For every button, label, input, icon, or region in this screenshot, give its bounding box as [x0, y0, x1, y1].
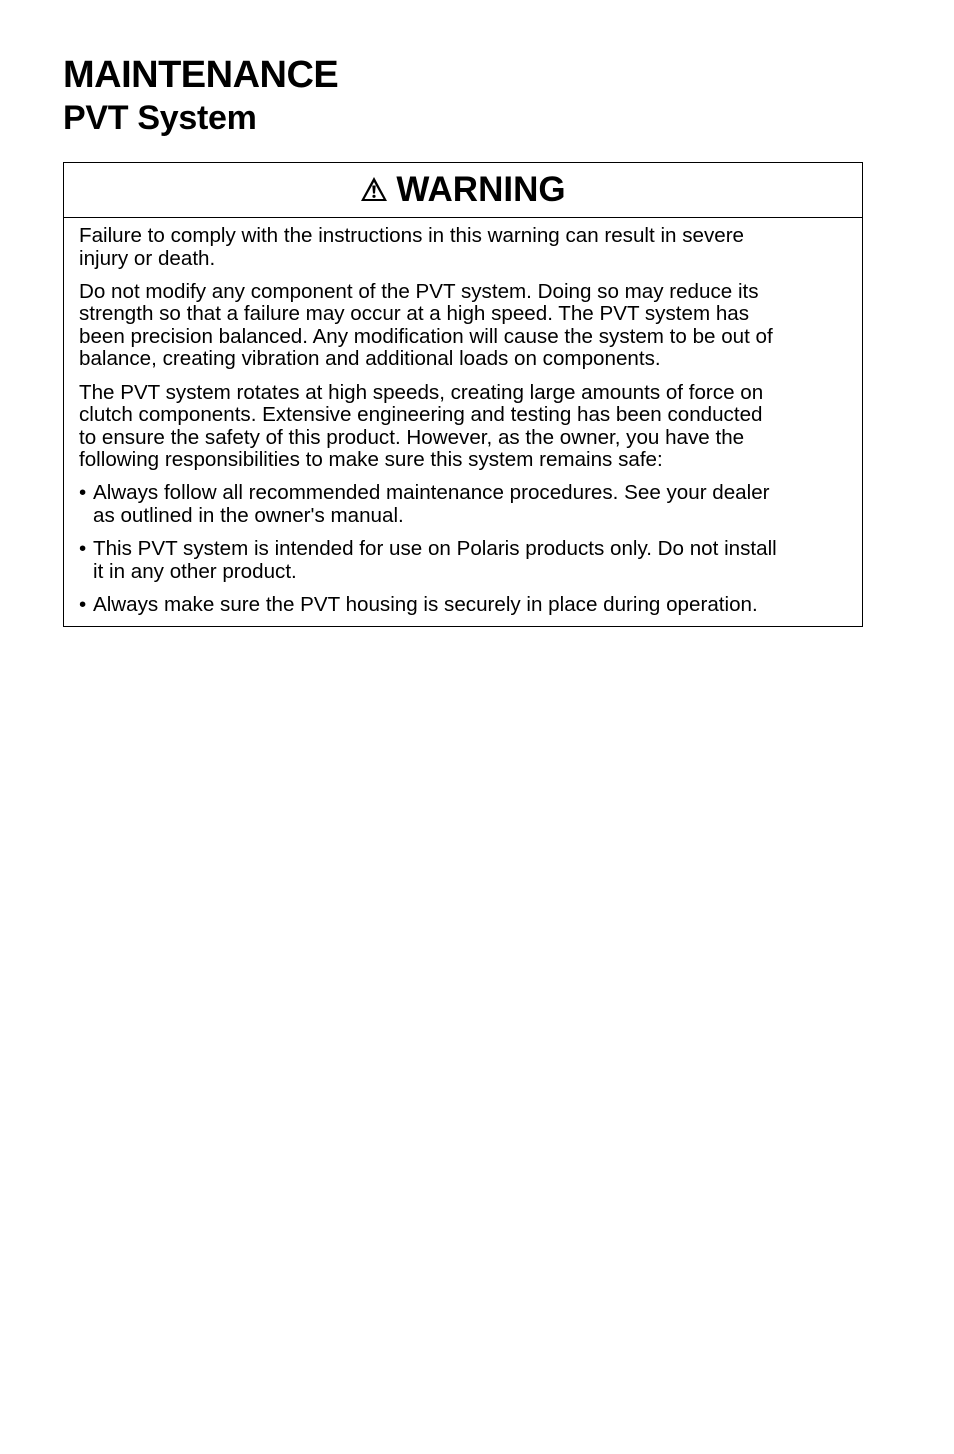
text-line: Do not modify any component of the PVT system. Doing so may reduce its	[79, 279, 759, 303]
warning-box	[63, 162, 863, 627]
text-line: to ensure the safety of this product. However, as the owner, you have the	[79, 425, 745, 449]
warning-triangle-icon	[360, 176, 388, 202]
bullet-marker: •	[79, 537, 87, 561]
text-line: Failure to comply with the instructions in this warning can result in severe	[79, 224, 745, 247]
bullet-item	[79, 538, 862, 583]
warning-paragraph	[79, 382, 862, 472]
text-line: as outlined in the owner's manual.	[93, 504, 404, 528]
text-line: Always make sure the PVT housing is securely in place during operation.	[93, 592, 758, 616]
warning-header	[64, 163, 862, 218]
bullet-marker: •	[79, 592, 87, 616]
text-line: The PVT system rotates at high speeds, creating large amounts of force on	[79, 380, 764, 404]
section-subtitle: PVT System	[63, 99, 257, 137]
text-line: injury or death.	[79, 246, 216, 270]
text-line: been precision balanced. Any modification will cause the system to be out of	[79, 324, 773, 348]
warning-title: WARNING	[396, 170, 566, 209]
bullet-item	[79, 594, 862, 617]
warning-paragraph	[79, 281, 862, 371]
text-line: clutch components. Extensive engineering and testing has been conducted	[79, 403, 763, 427]
section-title: MAINTENANCE	[63, 54, 339, 96]
text-line: following responsibilities to make sure this system remains safe:	[79, 448, 663, 472]
bullet-item	[79, 482, 862, 527]
warning-body	[64, 218, 862, 616]
text-line: Always follow all recommended maintenance procedures. See your dealer	[93, 481, 770, 505]
text-line: This PVT system is intended for use on Polaris products only. Do not install	[93, 537, 777, 561]
text-line: strength so that a failure may occur at a high speed. The PVT system has	[79, 302, 750, 326]
warning-paragraph	[79, 225, 862, 270]
text-line: it in any other product.	[93, 559, 297, 583]
bullet-marker: •	[79, 481, 87, 505]
text-line: balance, creating vibration and additional loads on components.	[79, 347, 661, 371]
